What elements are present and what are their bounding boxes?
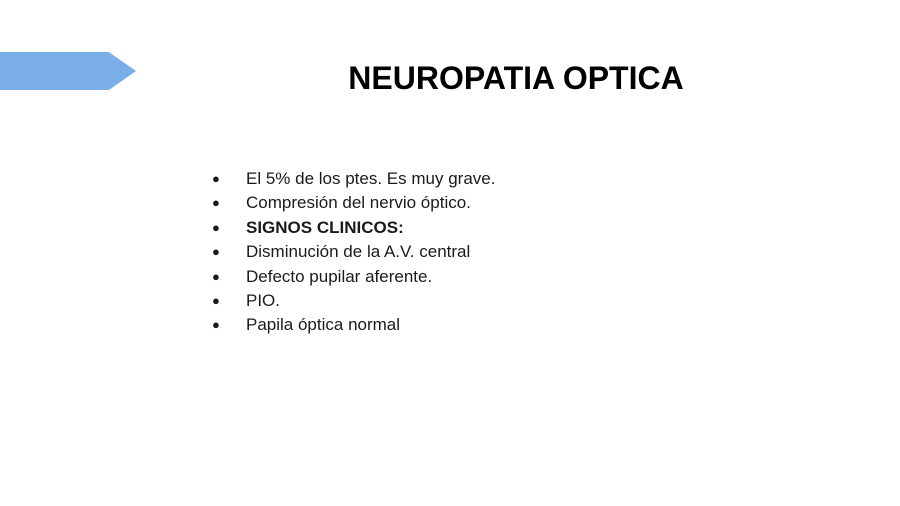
bullet-item <box>212 216 732 240</box>
bullet-icon: ● <box>212 171 220 186</box>
bullet-item <box>212 265 732 289</box>
bullet-icon: ● <box>212 219 220 235</box>
bullet-text: El 5% de los ptes. Es muy grave. <box>246 169 496 188</box>
bullet-icon: ● <box>212 244 220 260</box>
bullet-text: Papila óptica normal <box>246 315 401 335</box>
bullet-item <box>212 240 732 264</box>
bullet-icon: ● <box>212 268 220 284</box>
bullet-text: Defecto pupilar aferente. <box>246 266 433 286</box>
bullet-item <box>212 313 732 337</box>
bullet-icon: ● <box>212 195 220 211</box>
bullet-item <box>212 191 732 215</box>
bullet-list <box>212 167 732 338</box>
bullet-icon: ● <box>212 317 220 333</box>
bullet-item <box>212 289 732 313</box>
bullet-text: PIO. <box>246 290 281 310</box>
bullet-text: Compresión del nervio óptico. <box>246 193 471 213</box>
bullet-text: SIGNOS CLINICOS: <box>246 217 404 237</box>
accent-arrow-shape <box>0 52 136 90</box>
bullet-icon: ● <box>212 292 220 308</box>
bullet-item <box>212 167 732 191</box>
slide-title: NEUROPATIA OPTICA <box>348 60 684 96</box>
bullet-text: Disminución de la A.V. central <box>246 242 471 262</box>
